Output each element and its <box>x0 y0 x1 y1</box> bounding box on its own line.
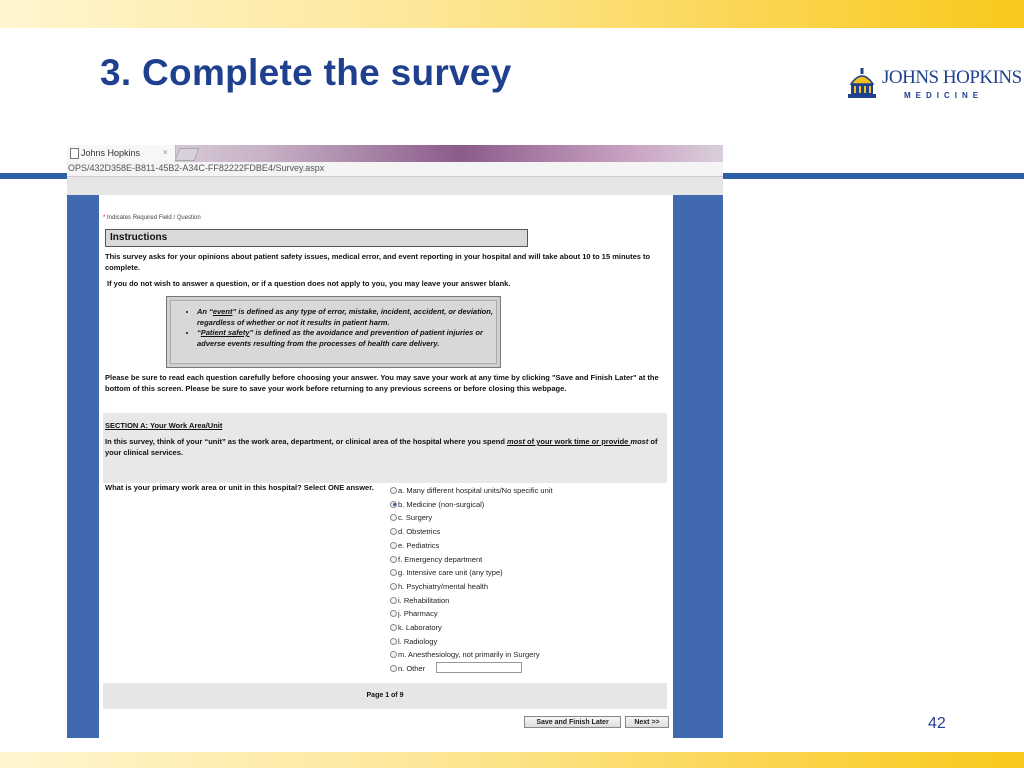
answer-option[interactable] <box>390 664 425 676</box>
answer-option[interactable] <box>390 596 449 608</box>
option-label: i. Rehabilitation <box>398 595 450 605</box>
answer-option[interactable] <box>390 541 439 553</box>
answer-option[interactable] <box>390 609 438 621</box>
option-label: k. Laboratory <box>398 623 442 632</box>
dome-seal-icon <box>842 64 882 104</box>
intro-text: This survey asks for your opinions about patient safety issues, medical error, and event reporting in your hospital and will take about 10 to 15 minutes to complete. <box>105 252 651 272</box>
option-label: n. Other <box>398 664 426 674</box>
radio-button[interactable] <box>390 665 397 672</box>
read-carefully-text: Please be sure to read each question carefully before choosing your answer. You may save your work at any time by clicking "Save and Finish Later" at the bottom of this screen. Please be sure to save your work before returning to any previous screens or before closing this webpage. <box>105 373 659 393</box>
close-icon[interactable]: × <box>163 148 168 157</box>
logo-sub: MEDICINE <box>904 91 984 100</box>
radio-button[interactable] <box>390 501 397 508</box>
right-rule <box>723 173 1024 179</box>
option-label: j. Pharmacy <box>398 609 438 619</box>
option-label: d. Obstetrics <box>398 527 441 537</box>
radio-button[interactable] <box>390 583 397 590</box>
address-bar[interactable] <box>67 162 723 177</box>
url-text: OPS/432D358E-B811-45B2-A34C-FF82222FDBE4/Survey.aspx <box>68 163 325 173</box>
save-and-finish-later-button[interactable]: Save and Finish Later <box>524 716 621 728</box>
definition-patient-safety: • “Patient safety” is defined as the avoidance and prevention of patient injuries or adverse events resulting from the processes of health care delivery. <box>197 328 496 349</box>
new-tab-button[interactable] <box>175 148 200 161</box>
answer-option[interactable] <box>390 650 540 662</box>
section-text: In this survey, think of your “unit” as the work area, department, or clinical area of the hospital where you spend most of your work time or provide most of your clinical services. <box>105 437 658 457</box>
option-label: b. Medicine (non-surgical) <box>398 499 485 509</box>
answer-option[interactable] <box>390 500 484 512</box>
johns-hopkins-logo <box>842 64 1022 104</box>
browser-window <box>67 145 723 738</box>
option-label: l. Radiology <box>398 636 438 646</box>
question-primary-unit: What is your primary work area or unit in this hospital? Select ONE answer. <box>105 483 374 492</box>
option-label: c. Surgery <box>398 513 433 523</box>
section-a-band <box>103 413 667 483</box>
pager-band <box>103 683 667 709</box>
slide-title: 3. Complete the survey <box>100 52 512 93</box>
radio-button[interactable] <box>390 651 397 658</box>
answer-option[interactable] <box>390 555 482 567</box>
radio-button[interactable] <box>390 528 397 535</box>
tab-title: Johns Hopkins <box>81 148 141 158</box>
option-label: m. Anesthesiology, not primarily in Surgery <box>398 650 540 660</box>
option-label: g. Intensive care unit (any type) <box>398 568 503 578</box>
survey-page <box>99 195 673 738</box>
radio-button[interactable] <box>390 638 397 645</box>
answer-option[interactable] <box>390 527 440 539</box>
answer-option[interactable] <box>390 623 442 635</box>
next-button[interactable]: Next >> <box>625 716 669 728</box>
browser-tab[interactable] <box>67 145 176 162</box>
radio-button[interactable] <box>390 569 397 576</box>
answer-option[interactable] <box>390 486 553 498</box>
option-label: e. Pediatrics <box>398 540 440 550</box>
instructions-heading: Instructions <box>105 229 528 247</box>
radio-button[interactable] <box>390 487 397 494</box>
answer-option[interactable] <box>390 637 437 649</box>
option-label: f. Emergency department <box>398 554 483 564</box>
radio-button[interactable] <box>390 610 397 617</box>
left-rule <box>0 173 67 179</box>
option-label: a. Many different hospital units/No specific unit <box>398 486 553 495</box>
required-note: * Indicates Required Field / Question <box>103 215 201 221</box>
bottom-gradient-band <box>0 752 1024 768</box>
page-icon <box>70 148 79 159</box>
answer-option[interactable] <box>390 582 488 594</box>
radio-button[interactable] <box>390 556 397 563</box>
option-label: h. Psychiatry/mental health <box>398 581 489 591</box>
radio-button[interactable] <box>390 624 397 631</box>
top-gradient-band <box>0 0 1024 28</box>
pager-text: Page 1 of 9 <box>366 692 404 699</box>
toolbar-area <box>67 177 723 195</box>
section-title: SECTION A: Your Work Area/Unit <box>105 421 223 430</box>
skip-note: If you do not wish to answer a question, or if a question does not apply to you, you may leave your answer blank. <box>107 279 511 288</box>
tab-strip <box>67 145 723 162</box>
other-text-field[interactable] <box>436 662 522 673</box>
definitions-box <box>166 296 501 368</box>
slide-page-number: 42 <box>928 715 946 732</box>
logo-name: JOHNS HOPKINS <box>882 67 1022 88</box>
radio-button[interactable] <box>390 514 397 521</box>
definition-event: • An “event” is defined as any type of error, mistake, incident, accident, or deviation, regardless of whether or not it results in patient harm. <box>197 307 496 328</box>
radio-button[interactable] <box>390 542 397 549</box>
answer-option[interactable] <box>390 513 432 525</box>
answer-option[interactable] <box>390 568 503 580</box>
radio-button[interactable] <box>390 597 397 604</box>
